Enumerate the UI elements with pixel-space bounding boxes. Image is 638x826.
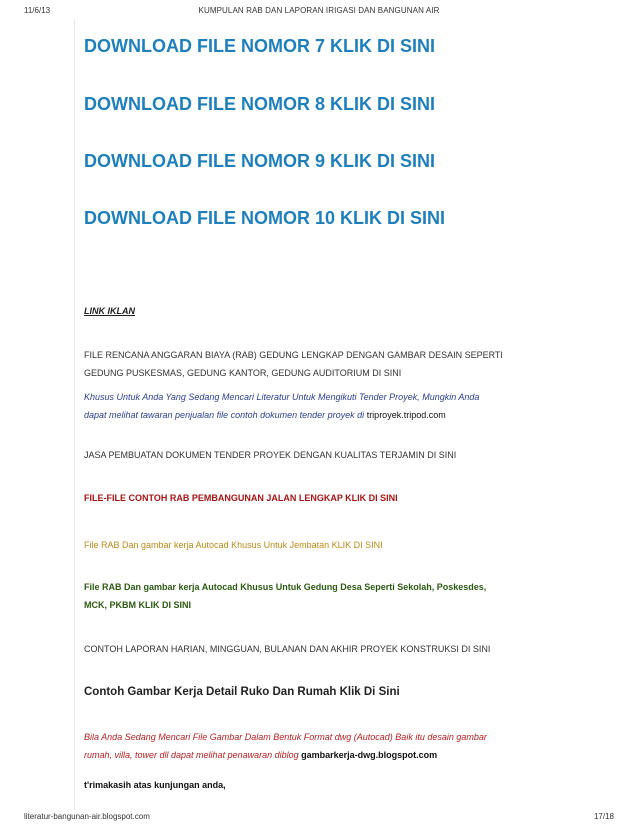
ruko-rumah-link[interactable]: Contoh Gambar Kerja Detail Ruko Dan Rumah Klik Di Sini [84,686,400,698]
gedung-desa-line1: File RAB Dan gambar kerja Autocad Khusus Untuk Gedung Desa Seperti Sekolah, Poskesdes, [84,582,487,592]
page-number: 17/18 [593,812,614,821]
jasa-tender-link[interactable]: JASA PEMBUATAN DOKUMEN TENDER PROYEK DENGAN KUALITAS TERJAMIN DI SINI [84,450,457,460]
footer-url: literatur-bangunan-air.blogspot.com [24,812,150,821]
download-link-9[interactable]: DOWNLOAD FILE NOMOR 9 KLIK DI SINI [84,151,435,171]
thank-you-text: t'rimakasih atas kunjungan anda, [84,780,226,790]
download-link-7[interactable]: DOWNLOAD FILE NOMOR 7 KLIK DI SINI [84,36,435,56]
tender-line2: dapat melihat tawaran penjualan file contoh dokumen tender proyek di [84,410,367,420]
rab-gedung-link[interactable] [84,346,554,382]
jembatan-link[interactable]: File RAB Dan gambar kerja Autocad Khusus Untuk Jembatan KLIK DI SINI [84,540,383,550]
link-iklan[interactable]: LINK IKLAN [84,306,135,316]
tender-paragraph [84,388,554,424]
gedung-desa-link[interactable] [84,578,554,614]
rab-jalan-link[interactable]: FILE-FILE CONTOH RAB PEMBANGUNAN JALAN LENGKAP KLIK DI SINI [84,493,398,503]
page-header [0,6,638,20]
tender-line1: Khusus Untuk Anda Yang Sedang Mencari Literatur Untuk Mengikuti Tender Proyek, Mungkin Anda [84,392,480,402]
gambarkerja-link[interactable]: gambarkerja-dwg.blogspot.com [301,750,438,760]
dwg-line2: rumah, villa, tower dll dapat melihat penawaran diblog [84,750,302,760]
download-link-10[interactable]: DOWNLOAD FILE NOMOR 10 KLIK DI SINI [84,208,446,228]
margin-divider [74,20,75,810]
page-footer [0,810,638,826]
download-link-8[interactable]: DOWNLOAD FILE NOMOR 8 KLIK DI SINI [84,94,435,114]
rab-gedung-line2: GEDUNG PUSKESMAS, GEDUNG KANTOR, GEDUNG AUDITORIUM DI SINI [84,368,402,378]
dwg-paragraph [84,728,554,764]
laporan-proyek-link[interactable]: CONTOH LAPORAN HARIAN, MINGGUAN, BULANAN DAN AKHIR PROYEK KONSTRUKSI DI SINI [84,644,491,654]
triproyek-link[interactable]: triproyek.tripod.com [366,410,446,420]
page-title: KUMPULAN RAB DAN LAPORAN IRIGASI DAN BANGUNAN AIR [198,6,440,15]
dwg-line1: Bila Anda Sedang Mencari File Gambar Dalam Bentuk Format dwg (Autocad) Baik itu desain gambar [84,732,487,742]
print-date: 11/6/13 [24,6,51,15]
rab-gedung-line1: FILE RENCANA ANGGARAN BIAYA (RAB) GEDUNG LENGKAP DENGAN GAMBAR DESAIN SEPERTI [84,350,503,360]
gedung-desa-line2: MCK, PKBM KLIK DI SINI [84,600,191,610]
